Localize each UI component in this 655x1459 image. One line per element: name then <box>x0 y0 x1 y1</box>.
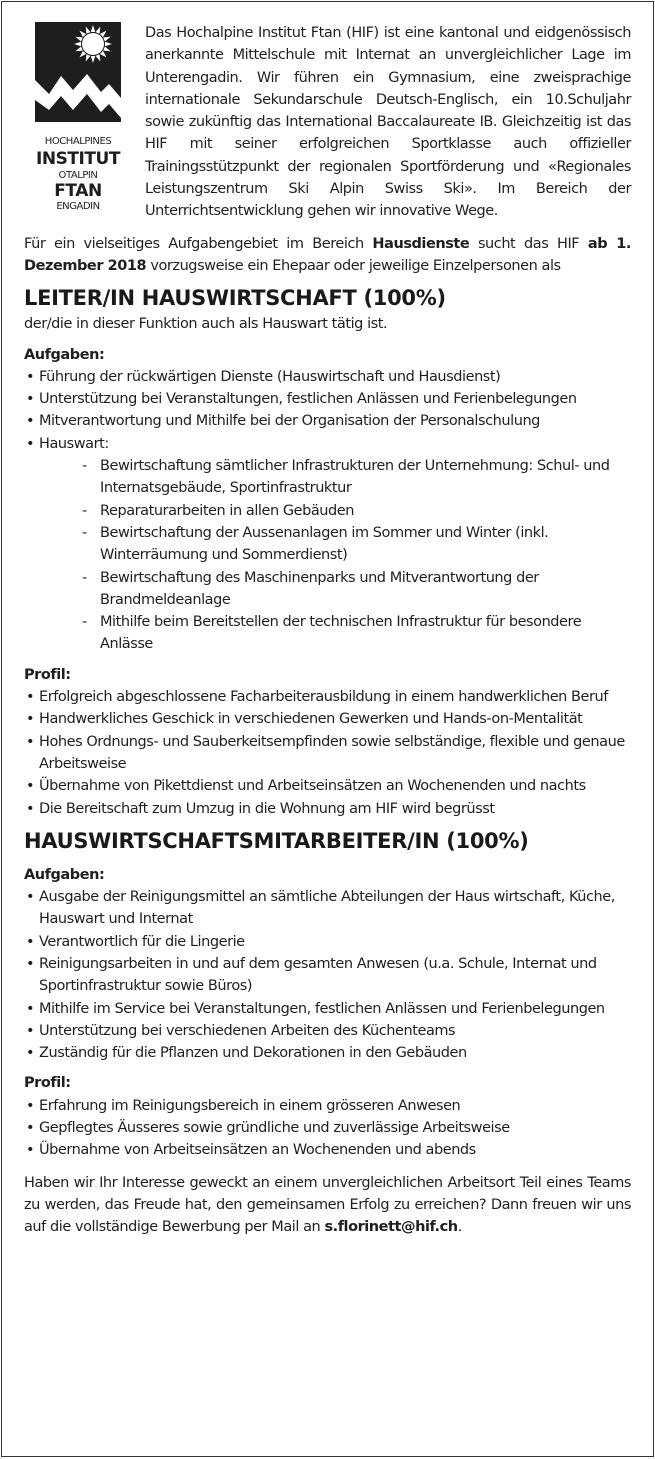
lead-bold-1: Hausdienste <box>372 235 470 252</box>
logo-line-4: FTAN <box>54 181 102 201</box>
list-item: • Zuständig für die Pflanzen und Dekorationen in den Gebäuden <box>24 1042 631 1064</box>
job2-profile-list <box>24 1095 631 1162</box>
sub-list-item: - Bewirtschaftung der Aussenanlagen im Sommer und Winter (inkl. Winterräumung und Sommerdienst) <box>82 522 631 567</box>
closing-end: . <box>457 1219 462 1236</box>
job2-tasks-heading: Aufgaben: <box>24 866 105 883</box>
job2-tasks-list <box>24 886 631 1064</box>
sub-list-item: - Bewirtschaftung sämtlicher Infrastrukturen der Unternehmung: Schul- und Internatsgebäude, Sportinfrastruktur <box>82 455 631 500</box>
logo-line-1: HOCHALPINES <box>44 136 112 147</box>
lead-text-2: sucht das HIF <box>469 235 588 252</box>
list-item: • Hohes Ordnungs- und Sauberkeitsempfinden sowie selbständige, flexible und genaue Arbeitsweise <box>24 731 631 776</box>
lead-bold-2: ab 1. Dezember 2018 <box>24 235 631 274</box>
mountain-sun-logo-icon <box>23 22 135 212</box>
sub-list-item: - Reparaturarbeiten in allen Gebäuden <box>82 500 631 522</box>
lead-paragraph <box>24 233 631 278</box>
contact-email-link[interactable]: s.florinett@hif.ch <box>324 1219 458 1236</box>
list-item: • Die Bereitschaft zum Umzug in die Wohnung am HIF wird begrüsst <box>24 798 631 820</box>
logo-line-3: OTALPIN <box>58 170 98 181</box>
job1-profile-heading: Profil: <box>24 666 71 683</box>
job1-title: LEITER/IN HAUSWIRTSCHAFT (100%) <box>24 286 446 311</box>
logo-line-2: INSTITUT <box>35 149 121 169</box>
closing-text: Haben wir Ihr Interesse geweckt an einem unvergleichlichen Arbeitsort Teil eines Teams zu werden, das Freude hat, den gemeinsamen Erfolg zu erreichen? Dann freuen wir uns auf die vollständige Bewerbung per Mail an <box>24 1174 631 1236</box>
job1-tasks-heading: Aufgaben: <box>24 346 105 363</box>
intro-paragraph: Das Hochalpine Institut Ftan (HIF) ist eine kantonal und eidgenössisch anerkannte Mittelschule mit Internat an unvergleichlicher Lage im Unterengadin. Wir führen ein Gymnasium, eine zweisprachige internationale Sekundarschule Deutsch-Englisch, ein 10.Schuljahr sowie zukünftig das International Baccalaureate IB. Gleichzeitig ist das HIF mit seiner erfolgreichen Sportklasse auch offizieller Trainingsstützpunkt der regionalen Sportförderung und «Regionales Leistungszentrum Ski Alpin Swiss Ski». Im Bereich der Unterrichtsentwicklung gehen wir innovative Wege. <box>145 25 631 220</box>
list-item-hauswart <box>24 433 631 656</box>
job1-profile-list <box>24 686 631 820</box>
list-item: • Verantwortlich für die Lingerie <box>24 931 631 953</box>
sub-list-item: - Mithilfe beim Bereitstellen der technischen Infrastruktur für besondere Anlässe <box>82 611 631 656</box>
closing-paragraph <box>24 1172 631 1239</box>
hauswart-label: Hauswart: <box>39 435 109 452</box>
list-item: • Übernahme von Arbeitseinsätzen an Wochenenden und abends <box>24 1139 631 1161</box>
list-item: • Übernahme von Pikettdienst und Arbeitseinsätzen an Wochenenden und nachts <box>24 775 631 797</box>
job1-tasks-list <box>24 366 631 656</box>
list-item: • Führung der rückwärtigen Dienste (Hauswirtschaft und Hausdienst) <box>24 366 631 388</box>
list-item: • Unterstützung bei Veranstaltungen, festlichen Anlässen und Ferienbelegungen <box>24 388 631 410</box>
job2-title: HAUSWIRTSCHAFTSMITARBEITER/IN (100%) <box>24 828 529 853</box>
hauswart-sublist <box>39 455 631 656</box>
list-item: • Gepflegtes Äusseres sowie gründliche und zuverlässige Arbeitsweise <box>24 1117 631 1139</box>
list-item: • Reinigungsarbeiten in und auf dem gesamten Anwesen (u.a. Schule, Internat und Sportinfrastruktur sowie Büros) <box>24 953 631 998</box>
list-item: • Mithilfe im Service bei Veranstaltungen, festlichen Anlässen und Ferienbelegungen <box>24 998 631 1020</box>
job1-subtitle: der/die in dieser Funktion auch als Hauswart tätig ist. <box>24 316 388 333</box>
list-item: • Mitverantwortung und Mithilfe bei der Organisation der Personalschulung <box>24 410 631 432</box>
job-advertisement <box>1 1 654 1457</box>
list-item: • Handwerkliches Geschick in verschiedenen Gewerken und Hands-on-Mentalität <box>24 708 631 730</box>
job2-profile-heading: Profil: <box>24 1075 71 1092</box>
hif-logo <box>23 22 135 212</box>
list-item: • Erfahrung im Reinigungsbereich in einem grösseren Anwesen <box>24 1095 631 1117</box>
sub-list-item: - Bewirtschaftung des Maschinenparks und Mitverantwortung der Brandmeldeanlage <box>82 567 631 612</box>
lead-text-3: vorzugsweise ein Ehepaar oder jeweilige Einzelpersonen als <box>146 257 561 274</box>
list-item: • Ausgabe der Reinigungsmittel an sämtliche Abteilungen der Haus wirtschaft, Küche, Hauswart und Internat <box>24 886 631 931</box>
lead-text-1: Für ein vielseitiges Aufgabengebiet im Bereich <box>24 235 373 252</box>
list-item: • Erfolgreich abgeschlossene Facharbeiterausbildung in einem handwerklichen Beruf <box>24 686 631 708</box>
list-item: • Unterstützung bei verschiedenen Arbeiten des Küchenteams <box>24 1020 631 1042</box>
logo-line-5: ENGADIN <box>56 201 100 212</box>
